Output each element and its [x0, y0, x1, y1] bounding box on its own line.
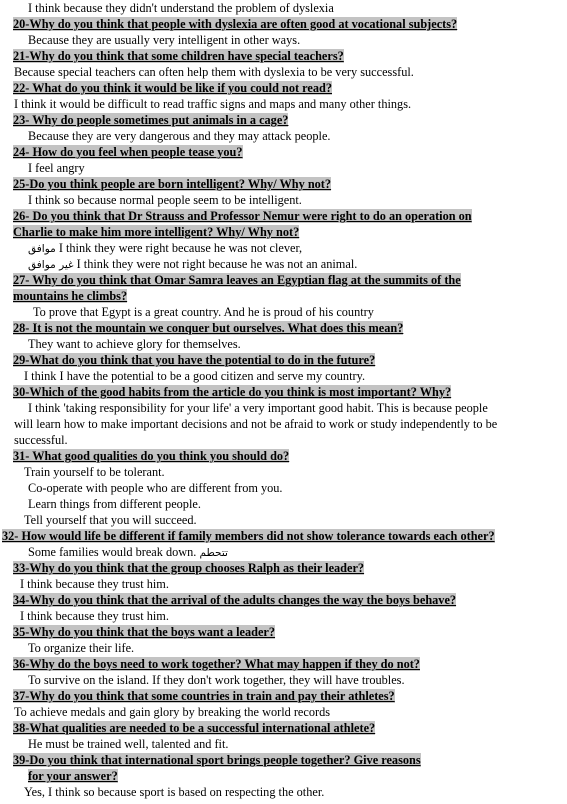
answer-text: I think because they trust him.: [20, 609, 169, 623]
answer-text: Learn things from different people.: [28, 497, 201, 511]
answer-line: [0, 480, 567, 496]
question-line: [0, 688, 567, 704]
question-text: 20-Why do you think that people with dyslexia are often good at vocational subjects?: [13, 17, 458, 31]
answer-text: Co-operate with people who are different from you.: [28, 481, 283, 495]
question-text: 33-Why do you think that the group chooses Ralph as their leader?: [13, 561, 365, 575]
question-line: [0, 288, 567, 304]
answer-line: [0, 304, 567, 320]
answer-text: To prove that Egypt is a great country. And he is proud of his country: [33, 305, 374, 319]
answer-text: I think so because normal people seem to be intelligent.: [28, 193, 302, 207]
question-line: [0, 624, 567, 640]
question-line: [0, 16, 567, 32]
answer-text: To achieve medals and gain glory by breaking the world records: [14, 705, 331, 719]
question-line: [0, 112, 567, 128]
question-line: [0, 208, 567, 224]
answer-text: Because they are very dangerous and they may attack people.: [28, 129, 331, 143]
question-text: 31- What good qualities do you think you should do?: [13, 449, 290, 463]
answer-line: [0, 400, 567, 416]
answer-text: I think because they trust him.: [20, 577, 169, 591]
answer-line: [0, 512, 567, 528]
arabic-note: غير موافق: [28, 259, 74, 271]
question-text: 27- Why do you think that Omar Samra leaves an Egyptian flag at the summits of the: [13, 273, 461, 287]
answer-line: [0, 96, 567, 112]
question-text: for your answer?: [28, 769, 118, 783]
answer-text: Train yourself to be tolerant.: [24, 465, 165, 479]
answer-text: Yes, I think so because sport is based on respecting the other.: [24, 785, 325, 799]
question-line: [0, 272, 567, 288]
answer-line: [0, 32, 567, 48]
answer-line: [0, 576, 567, 592]
answer-line: [0, 672, 567, 688]
question-text: 35-Why do you think that the boys want a leader?: [13, 625, 276, 639]
answer-text: He must be trained well, talented and fit.: [28, 737, 229, 751]
question-text: 32- How would life be different if family members did not show tolerance towards each other?: [2, 529, 495, 543]
question-line: [0, 384, 567, 400]
answer-text: To organize their life.: [28, 641, 135, 655]
answer-text: Because they are usually very intelligent in other ways.: [28, 33, 301, 47]
answer-line: [0, 416, 567, 432]
question-line: [0, 144, 567, 160]
answer-text: Tell yourself that you will succeed.: [24, 513, 197, 527]
question-text: 23- Why do people sometimes put animals in a cage?: [13, 113, 289, 127]
answer-line: [0, 0, 567, 16]
question-line: [0, 720, 567, 736]
question-text: 29-What do you think that you have the potential to do in the future?: [13, 353, 376, 367]
answer-text: To survive on the island. If they don't work together, they will have troubles.: [28, 673, 405, 687]
answer-line: [0, 784, 567, 800]
question-text: mountains he climbs?: [13, 289, 128, 303]
question-line: [0, 176, 567, 192]
question-line: [0, 48, 567, 64]
answer-line: [0, 240, 567, 257]
answer-line: [0, 160, 567, 176]
answer-line: [0, 128, 567, 144]
question-line: [0, 80, 567, 96]
question-text: 39-Do you think that international sport brings people together? Give reasons: [13, 753, 421, 767]
answer-text: I think they were right because he was not clever,: [58, 241, 303, 255]
answer-text: will learn how to make important decisions and not be afraid to work or study independently to be: [14, 417, 498, 431]
answer-text: Some families would break down.: [28, 545, 197, 559]
answer-text: I think I have the potential to be a good citizen and serve my country.: [24, 369, 366, 383]
answer-text: Because special teachers can often help them with dyslexia to be very successful.: [14, 65, 414, 79]
question-text: 24- How do you feel when people tease you?: [13, 145, 243, 159]
question-line: [0, 560, 567, 576]
question-line: [0, 592, 567, 608]
answer-line: [0, 336, 567, 352]
question-line: [0, 528, 567, 544]
answer-line: [0, 736, 567, 752]
answer-text: I think it would be difficult to read traffic signs and maps and many other things.: [14, 97, 412, 111]
answer-line: [0, 464, 567, 480]
answer-text: I think they were not right because he was not an animal.: [76, 257, 358, 271]
question-line: [0, 320, 567, 336]
answer-text: I think 'taking responsibility for your life' a very important good habit. This is because people: [28, 401, 488, 415]
answer-line: [0, 432, 567, 448]
question-text: 30-Which of the good habits from the article do you think is most important? Why?: [13, 385, 452, 399]
answer-line: [0, 704, 567, 720]
question-text: 34-Why do you think that the arrival of the adults changes the way the boys behave?: [13, 593, 457, 607]
answer-text: They want to achieve glory for themselves.: [28, 337, 241, 351]
answer-line: [0, 64, 567, 80]
question-text: 22- What do you think it would be like if you could not read?: [13, 81, 332, 95]
question-line: [0, 752, 567, 768]
question-line: [0, 656, 567, 672]
answer-line: [0, 544, 567, 561]
question-line: [0, 352, 567, 368]
answer-line: [0, 608, 567, 624]
question-line: [0, 224, 567, 240]
answer-text: I think because they didn't understand the problem of dyslexia: [28, 1, 334, 15]
answer-line: [0, 256, 567, 273]
answer-line: [0, 368, 567, 384]
question-text: Charlie to make him more intelligent? Why/ Why not?: [13, 225, 300, 239]
question-text: 36-Why do the boys need to work together? What may happen if they do not?: [13, 657, 420, 671]
arabic-note: موافق: [28, 243, 56, 255]
arabic-note: تتحطم: [199, 547, 228, 559]
question-text: 28- It is not the mountain we conquer but ourselves. What does this mean?: [13, 321, 404, 335]
answer-line: [0, 640, 567, 656]
question-text: 25-Do you think people are born intelligent? Why/ Why not?: [13, 177, 332, 191]
question-text: 37-Why do you think that some countries in train and pay their athletes?: [13, 689, 395, 703]
question-text: 26- Do you think that Dr Strauss and Professor Nemur were right to do an operation on: [13, 209, 472, 223]
question-text: 21-Why do you think that some children have special teachers?: [13, 49, 344, 63]
question-line: [0, 448, 567, 464]
answer-text: successful.: [14, 433, 68, 447]
answer-line: [0, 496, 567, 512]
question-line: [0, 768, 567, 784]
answer-line: [0, 192, 567, 208]
answer-text: I feel angry: [28, 161, 85, 175]
question-text: 38-What qualities are needed to be a successful international athlete?: [13, 721, 376, 735]
